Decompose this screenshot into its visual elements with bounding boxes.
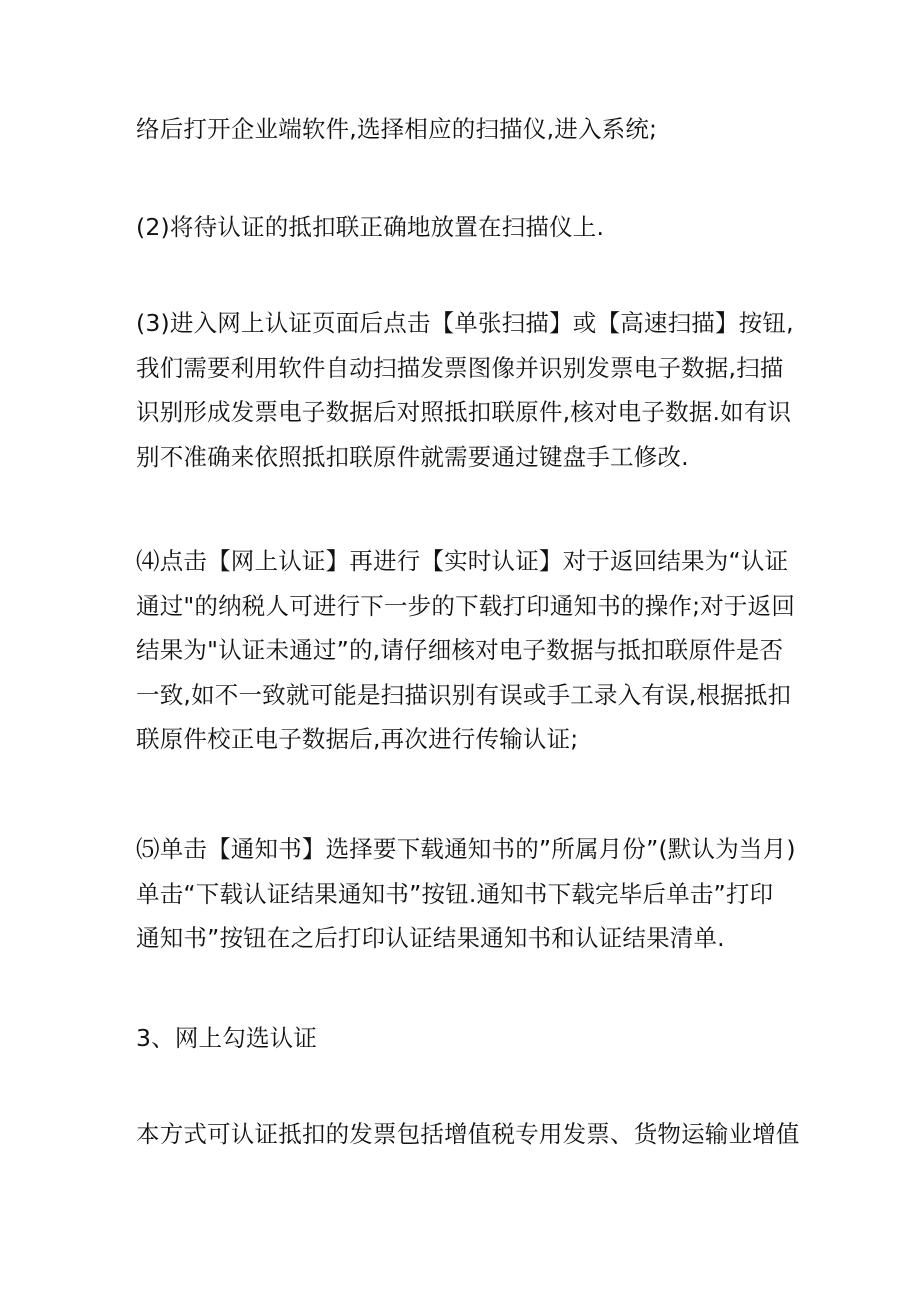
text-line: ⑸单击【通知书】选择要下载通知书的”所属月份”(默认为当月) xyxy=(136,835,796,863)
text-line: 联原件校正电子数据后,再次进行传输认证; xyxy=(136,725,579,753)
text-line: 通知书”按钮在之后打印认证结果通知书和认证结果清单. xyxy=(136,924,725,952)
section-heading xyxy=(136,1016,317,1061)
text-line: 结果为"认证未通过”的,请仔细核对电子数据与抵扣联原件是否 xyxy=(136,636,784,664)
text-line: 络后打开企业端软件,选择相应的扫描仪,进入系统; xyxy=(136,115,658,143)
text-line: 单击“下载认证结果通知书”按钮.通知书下载完毕后单击”打印 xyxy=(136,879,774,908)
text-line: 我们需要利用软件自动扫描发票图像并识别发票电子数据,扫描 xyxy=(136,353,784,382)
heading-text: 3、网上勾选认证 xyxy=(136,1024,318,1052)
text-line: 通过"的纳税人可进行下一步的下载打印通知书的操作;对于返回 xyxy=(136,591,796,620)
paragraph-step-4 xyxy=(136,539,795,762)
paragraph-system-entry xyxy=(136,107,657,152)
text-line: (3)进入网上认证页面后点击【单张扫描】或【高速扫描】按钮, xyxy=(136,309,794,337)
text-line: 别不准确来依照抵扣联原件就需要通过键盘手工修改. xyxy=(136,442,689,471)
text-line: (2)将待认证的抵扣联正确地放置在扫描仪上. xyxy=(136,213,605,241)
text-line: 识别形成发票电子数据后对照抵扣联原件,核对电子数据.如有识 xyxy=(136,398,792,426)
paragraph-step-5 xyxy=(136,827,796,961)
text-line: 本方式可认证抵扣的发票包括增值税专用发票、货物运输业增值 xyxy=(136,1120,800,1148)
paragraph-step-3 xyxy=(136,301,794,479)
text-line: ⑷点击【网上认证】再进行【实时认证】对于返回结果为“认证 xyxy=(136,547,789,575)
paragraph-section-intro xyxy=(136,1112,800,1157)
text-line: 一致,如不一致就可能是扫描识别有误或手工录入有误,根据抵扣 xyxy=(136,680,792,709)
paragraph-step-2 xyxy=(136,205,604,250)
